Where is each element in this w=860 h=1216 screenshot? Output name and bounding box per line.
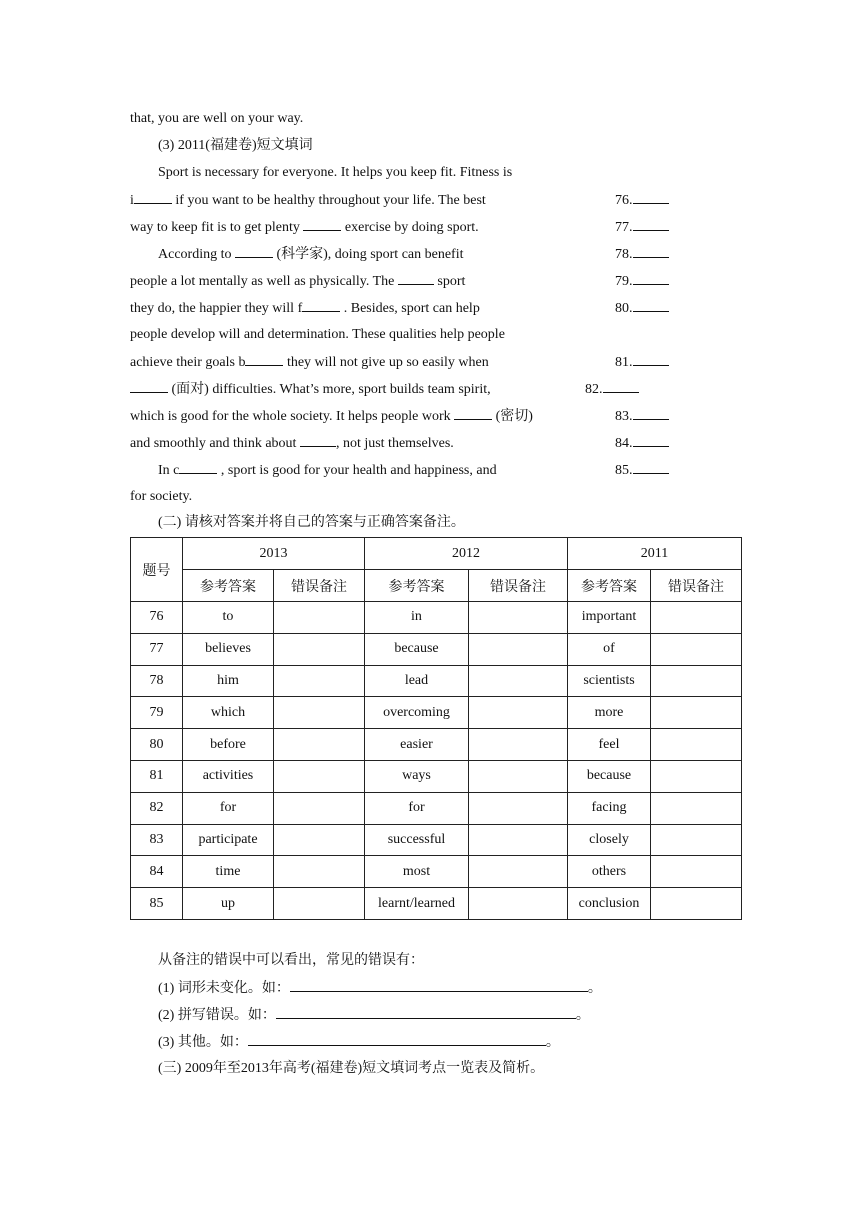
- passage-text: i: [130, 193, 134, 208]
- note-2012-cell[interactable]: [469, 888, 568, 920]
- answer-2012-cell: for: [365, 792, 469, 824]
- table-row: [131, 888, 742, 920]
- note-2011-cell[interactable]: [651, 729, 742, 761]
- answer-slot: [585, 380, 639, 399]
- note-2011-cell[interactable]: [651, 888, 742, 920]
- note-2013-cell[interactable]: [274, 792, 365, 824]
- blank-81[interactable]: [245, 353, 283, 366]
- passage-text: sport: [433, 274, 466, 289]
- answer-2011-cell: more: [568, 697, 651, 729]
- header-error-note: 错误备注: [469, 570, 568, 602]
- note-2011-cell[interactable]: [651, 633, 742, 665]
- header-year: 2013: [183, 538, 365, 570]
- answer-number: 79.: [615, 274, 633, 289]
- note-2011-cell[interactable]: [651, 856, 742, 888]
- answer-blank[interactable]: [633, 272, 669, 285]
- answer-slot: [615, 272, 669, 291]
- answer-number: 81.: [615, 355, 633, 370]
- passage-line: [130, 272, 465, 291]
- note-2012-cell[interactable]: [469, 856, 568, 888]
- answer-slot: [615, 407, 669, 426]
- answer-2011-cell: of: [568, 633, 651, 665]
- answer-2013-cell: up: [183, 888, 274, 920]
- answer-number: 76.: [615, 193, 633, 208]
- answer-number: 77.: [615, 220, 633, 235]
- section-heading: (3) 2011(福建卷)短文填词: [158, 138, 313, 153]
- answer-2013-cell: before: [183, 729, 274, 761]
- table-row: [131, 856, 742, 888]
- table-row: [131, 665, 742, 697]
- question-number-cell: 77: [131, 633, 183, 665]
- note-2012-cell[interactable]: [469, 760, 568, 792]
- answer-2011-cell: conclusion: [568, 888, 651, 920]
- header-year: 2012: [365, 538, 568, 570]
- passage-text: , sport is good for your health and happiness, and: [217, 463, 497, 478]
- answer-slot: [615, 434, 669, 453]
- answer-number: 82.: [585, 382, 603, 397]
- passage-line: [130, 191, 486, 210]
- note-2012-cell[interactable]: [469, 792, 568, 824]
- question-number-cell: 85: [131, 888, 183, 920]
- question-number-cell: 84: [131, 856, 183, 888]
- answer-2012-cell: successful: [365, 824, 469, 856]
- question-number-cell: 76: [131, 602, 183, 634]
- note-item: [158, 1006, 590, 1025]
- answer-number: 84.: [615, 436, 633, 451]
- note-2011-cell[interactable]: [651, 697, 742, 729]
- note-2011-cell[interactable]: [651, 824, 742, 856]
- header-error-note: 错误备注: [651, 570, 742, 602]
- answer-slot: [615, 299, 669, 318]
- note-2011-cell[interactable]: [651, 665, 742, 697]
- blank-85[interactable]: [179, 461, 217, 474]
- answer-2011-cell: others: [568, 856, 651, 888]
- section-title: (三) 2009年至2013年高考(福建卷)短文填词考点一览表及简析。: [158, 1061, 545, 1076]
- note-2013-cell[interactable]: [274, 856, 365, 888]
- note-blank[interactable]: [248, 1033, 546, 1046]
- answer-2011-cell: scientists: [568, 665, 651, 697]
- passage-line: [130, 434, 454, 453]
- passage-text: (密切): [492, 409, 533, 424]
- answer-number: 78.: [615, 247, 633, 262]
- passage-text: . Besides, sport can help: [340, 301, 480, 316]
- question-number-cell: 83: [131, 824, 183, 856]
- note-end: 。: [575, 1008, 590, 1023]
- answer-2011-cell: feel: [568, 729, 651, 761]
- passage-text: they will not give up so easily when: [283, 355, 489, 370]
- note-2012-cell[interactable]: [469, 824, 568, 856]
- note-2011-cell[interactable]: [651, 602, 742, 634]
- answer-slot: [615, 461, 669, 480]
- table-row: [131, 602, 742, 634]
- passage-text: way to keep fit is to get plenty: [130, 220, 304, 235]
- blank-77[interactable]: [303, 218, 341, 231]
- note-blank[interactable]: [290, 979, 588, 992]
- note-2013-cell[interactable]: [274, 697, 365, 729]
- answer-2012-cell: most: [365, 856, 469, 888]
- answer-2012-cell: learnt/learned: [365, 888, 469, 920]
- header-year: 2011: [568, 538, 742, 570]
- answer-2012-cell: ways: [365, 760, 469, 792]
- header-reference-answer: 参考答案: [568, 570, 651, 602]
- note-2012-cell[interactable]: [469, 665, 568, 697]
- note-label: (1) 词形未变化。如：: [158, 981, 290, 996]
- table-row: [131, 760, 742, 792]
- blank-80[interactable]: [302, 299, 340, 312]
- question-number-cell: 81: [131, 760, 183, 792]
- answer-2011-cell: facing: [568, 792, 651, 824]
- question-number-cell: 82: [131, 792, 183, 824]
- table-header-row: [131, 538, 742, 570]
- answer-blank[interactable]: [603, 380, 639, 393]
- note-2012-cell[interactable]: [469, 633, 568, 665]
- answer-blank[interactable]: [633, 461, 669, 474]
- answer-2011-cell: closely: [568, 824, 651, 856]
- answer-number: 85.: [615, 463, 633, 478]
- note-2011-cell[interactable]: [651, 792, 742, 824]
- passage-line: that, you are well on your way.: [130, 111, 304, 126]
- note-2011-cell[interactable]: [651, 760, 742, 792]
- answer-2013-cell: believes: [183, 633, 274, 665]
- blank-82[interactable]: [130, 380, 168, 393]
- note-2013-cell[interactable]: [274, 633, 365, 665]
- answer-2013-cell: participate: [183, 824, 274, 856]
- header-reference-answer: 参考答案: [365, 570, 469, 602]
- table-row: [131, 633, 742, 665]
- section-title: (二) 请核对答案并将自己的答案与正确答案备注。: [158, 515, 465, 530]
- answer-slot: [615, 191, 669, 210]
- question-number-cell: 78: [131, 665, 183, 697]
- passage-line: for society.: [130, 489, 193, 504]
- passage-text: if you want to be healthy throughout your life. The best: [171, 193, 486, 208]
- passage-text: and smoothly and think about: [130, 436, 300, 451]
- answer-2012-cell: easier: [365, 729, 469, 761]
- passage-line: [130, 380, 491, 399]
- answer-blank[interactable]: [633, 218, 669, 231]
- passage-text: , not just themselves.: [335, 436, 454, 451]
- table-row: [131, 729, 742, 761]
- answer-blank[interactable]: [633, 407, 669, 420]
- answer-blank[interactable]: [633, 245, 669, 258]
- answer-table: [130, 537, 742, 920]
- answer-2011-cell: because: [568, 760, 651, 792]
- answer-2012-cell: because: [365, 633, 469, 665]
- passage-text: they do, the happier they will f: [130, 301, 303, 316]
- passage-line: [158, 245, 464, 264]
- header-reference-answer: 参考答案: [183, 570, 274, 602]
- note-label: (3) 其他。如：: [158, 1035, 248, 1050]
- note-2013-cell[interactable]: [274, 665, 365, 697]
- answer-slot: [615, 218, 669, 237]
- answer-2013-cell: him: [183, 665, 274, 697]
- blank-78[interactable]: [235, 245, 273, 258]
- answer-number: 83.: [615, 409, 633, 424]
- note-blank[interactable]: [276, 1006, 576, 1019]
- note-2012-cell[interactable]: [469, 729, 568, 761]
- passage-line: [158, 461, 497, 480]
- note-2012-cell[interactable]: [469, 602, 568, 634]
- answer-blank[interactable]: [633, 353, 669, 366]
- answer-2012-cell: in: [365, 602, 469, 634]
- header-error-note: 错误备注: [274, 570, 365, 602]
- answer-blank[interactable]: [633, 299, 669, 312]
- answer-2013-cell: which: [183, 697, 274, 729]
- note-end: 。: [545, 1035, 560, 1050]
- table-row: [131, 824, 742, 856]
- note-2013-cell[interactable]: [274, 729, 365, 761]
- answer-2013-cell: activities: [183, 760, 274, 792]
- answer-2012-cell: lead: [365, 665, 469, 697]
- answer-blank[interactable]: [633, 434, 669, 447]
- note-2013-cell[interactable]: [274, 760, 365, 792]
- passage-text: people a lot mentally as well as physically. The: [130, 274, 398, 289]
- blank-84[interactable]: [300, 434, 336, 447]
- answer-2011-cell: important: [568, 602, 651, 634]
- passage-text: According to: [158, 247, 235, 262]
- passage-line: [130, 353, 489, 372]
- answer-blank[interactable]: [633, 191, 669, 204]
- passage-line: [130, 218, 479, 237]
- table-row: [131, 792, 742, 824]
- answer-number: 80.: [615, 301, 633, 316]
- note-end: 。: [587, 981, 602, 996]
- answer-2013-cell: time: [183, 856, 274, 888]
- note-label: (2) 拼写错误。如：: [158, 1008, 276, 1023]
- answer-2013-cell: to: [183, 602, 274, 634]
- answer-slot: [615, 245, 669, 264]
- passage-line: [130, 407, 533, 426]
- note-item: [158, 979, 602, 998]
- note-2013-cell[interactable]: [274, 602, 365, 634]
- passage-text: (科学家), doing sport can benefit: [272, 247, 464, 262]
- passage-text: achieve their goals b: [130, 355, 246, 370]
- passage-text: (面对) difficulties. What’s more, sport builds team spirit,: [168, 382, 491, 397]
- answer-2013-cell: for: [183, 792, 274, 824]
- question-number-cell: 80: [131, 729, 183, 761]
- table-subheader-row: [131, 570, 742, 602]
- note-2012-cell[interactable]: [469, 697, 568, 729]
- notes-intro: 从备注的错误中可以看出，常见的错误有：: [158, 953, 424, 968]
- blank-83[interactable]: [454, 407, 492, 420]
- note-item: [158, 1033, 560, 1052]
- answer-slot: [615, 353, 669, 372]
- answer-2012-cell: overcoming: [365, 697, 469, 729]
- note-2013-cell[interactable]: [274, 824, 365, 856]
- header-question-no: 题号: [131, 538, 183, 602]
- passage-line: people develop will and determination. These qualities help people: [130, 327, 505, 342]
- passage-text: In c: [158, 463, 180, 478]
- note-2013-cell[interactable]: [274, 888, 365, 920]
- passage-line: Sport is necessary for everyone. It helps you keep fit. Fitness is: [158, 165, 513, 180]
- passage-text: which is good for the whole society. It helps people work: [130, 409, 455, 424]
- question-number-cell: 79: [131, 697, 183, 729]
- passage-text: exercise by doing sport.: [341, 220, 479, 235]
- passage-line: [130, 299, 480, 318]
- blank-79[interactable]: [398, 272, 434, 285]
- blank-76[interactable]: [134, 191, 172, 204]
- table-row: [131, 697, 742, 729]
